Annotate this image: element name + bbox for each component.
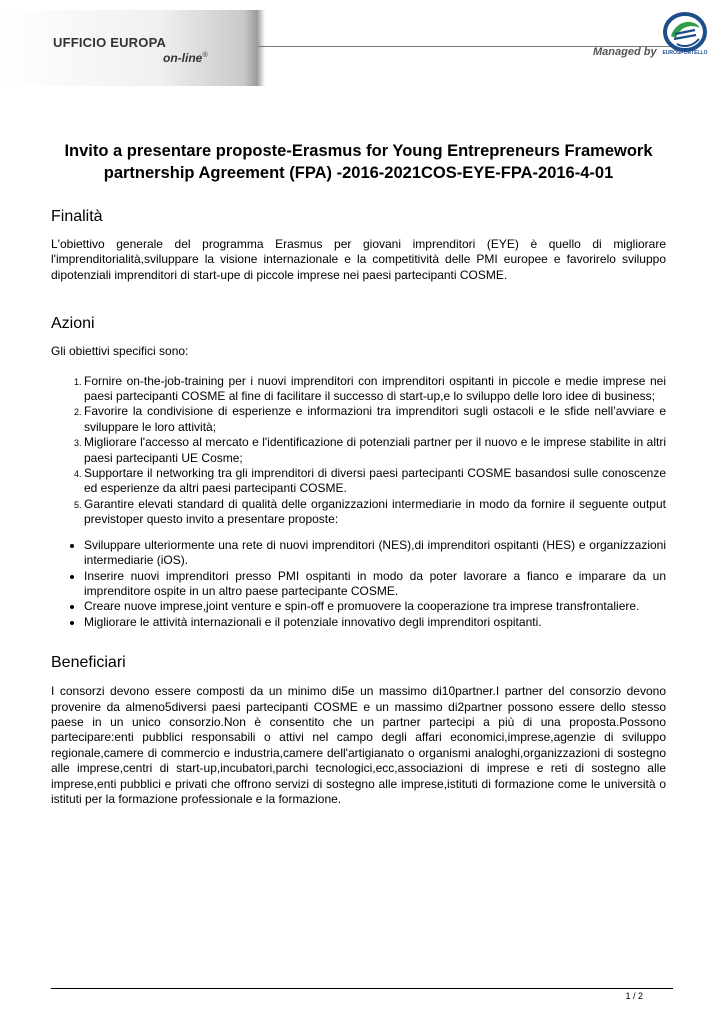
registered-mark: ® [202, 52, 208, 59]
finalita-paragraph: L'obiettivo generale del programma Erasmus per giovani imprenditori (EYE) è quello di migliorare l'imprenditorialità,sviluppare la visione internazionale e la competitività delle PMI europee e favorirelo sviluppo dipotenziali imprenditori di start-upe di piccole imprese nei paesi partecipanti COSME. [51, 237, 666, 282]
brand-subtitle-text: on-line [163, 51, 203, 65]
list-item: 5. Garantire elevati standard di qualità delle organizzazioni intermediarie in modo da fornire il seguente output previstoper questo invito a presentare proposte: [84, 497, 666, 528]
brand-title: UFFICIO EUROPA [53, 35, 167, 50]
document-body [51, 140, 666, 807]
list-item: 4. Supportare il networking tra gli imprenditori di diversi paesi partecipanti COSME basandosi sulle conoscenze ed esperienze da altri paesi partecipanti COSME. [84, 466, 666, 497]
logo-caption: EUROSPORTELLO [662, 50, 708, 56]
section-heading-azioni: Azioni [51, 315, 95, 333]
list-item: 2. Favorire la condivisione di esperienze e informazioni tra imprenditori sugli ostacoli e le sfide nell’avviare e sviluppare le loro attività; [84, 404, 666, 435]
section-heading-beneficiari: Beneficiari [51, 654, 126, 672]
document-title: Invito a presentare proposte-Erasmus for Young Entrepreneurs Framework partnership Agreement (FPA) -2016-2021COS-EYE-FPA-2016-4-01 [64, 142, 653, 182]
list-item: • Creare nuove imprese,joint venture e spin-off e promuovere la cooperazione tra imprese transfrontaliere. [84, 599, 666, 614]
list-item: 1. Fornire on-the-job-training per i nuovi imprenditori con imprenditori ospitanti in piccole e medie imprese nei paesi partecipanti COSME al fine di facilitare il successo di start-up,e lo sviluppo delle loro idee di business; [84, 374, 666, 405]
azioni-intro: Gli obiettivi specifici sono: [51, 344, 189, 359]
page-number: 1 / 2 [625, 991, 643, 1001]
managed-by-label: Managed by [593, 46, 657, 58]
list-item: • Inserire nuovi imprenditori presso PMI ospitanti in modo da poter lavorare a fianco e imparare da un imprenditore ospite in un altro paese partecipante COSME. [84, 569, 666, 600]
list-item: • Sviluppare ulteriormente una rete di nuovi imprenditori (NES),di imprenditori ospitanti (HES) e organizzazioni intermediarie (iOS). [84, 538, 666, 569]
page-header [0, 0, 725, 90]
objectives-numbered-list [51, 374, 666, 528]
list-item: • Migliorare le attività internazionali e il potenziale innovativo degli imprenditori ospitanti. [84, 615, 666, 630]
outputs-bullet-list [51, 538, 666, 630]
beneficiari-paragraph: I consorzi devono essere composti da un minimo di5e un massimo di10partner.I partner del consorzio devono provenire da almeno5diversi paesi partecipanti COSME e un massimo di2partner possono essere dello stesso paese in un unico consorzio.Non è consentito che un partner partecipi a più di una proposta.Possono partecipare:enti pubblici responsabili o attivi nel campo degli affari economici,imprese,agenzie di sviluppo regionale,camere di commercio e industria,camere dell'artigianato o organismi analoghi,organizzazioni di sostegno alle imprese,centri di start-up,incubatori,parchi tecnologici,ecc,associazioni di imprese e reti di sostegno alle imprese,enti pubblici e privati che offrono servizi di sostegno alle imprese,istituti di formazione come le università o istituti per la formazione professionale e la formazione. [51, 684, 666, 806]
footer-rule [51, 988, 673, 989]
list-item: 3. Migliorare l'accesso al mercato e l'identificazione di potenziali partner per il nuovo e le imprese stabilite in altri paesi partecipanti UE Cosme; [84, 435, 666, 466]
section-heading-finalita: Finalità [51, 208, 103, 225]
brand-subtitle [163, 51, 208, 65]
